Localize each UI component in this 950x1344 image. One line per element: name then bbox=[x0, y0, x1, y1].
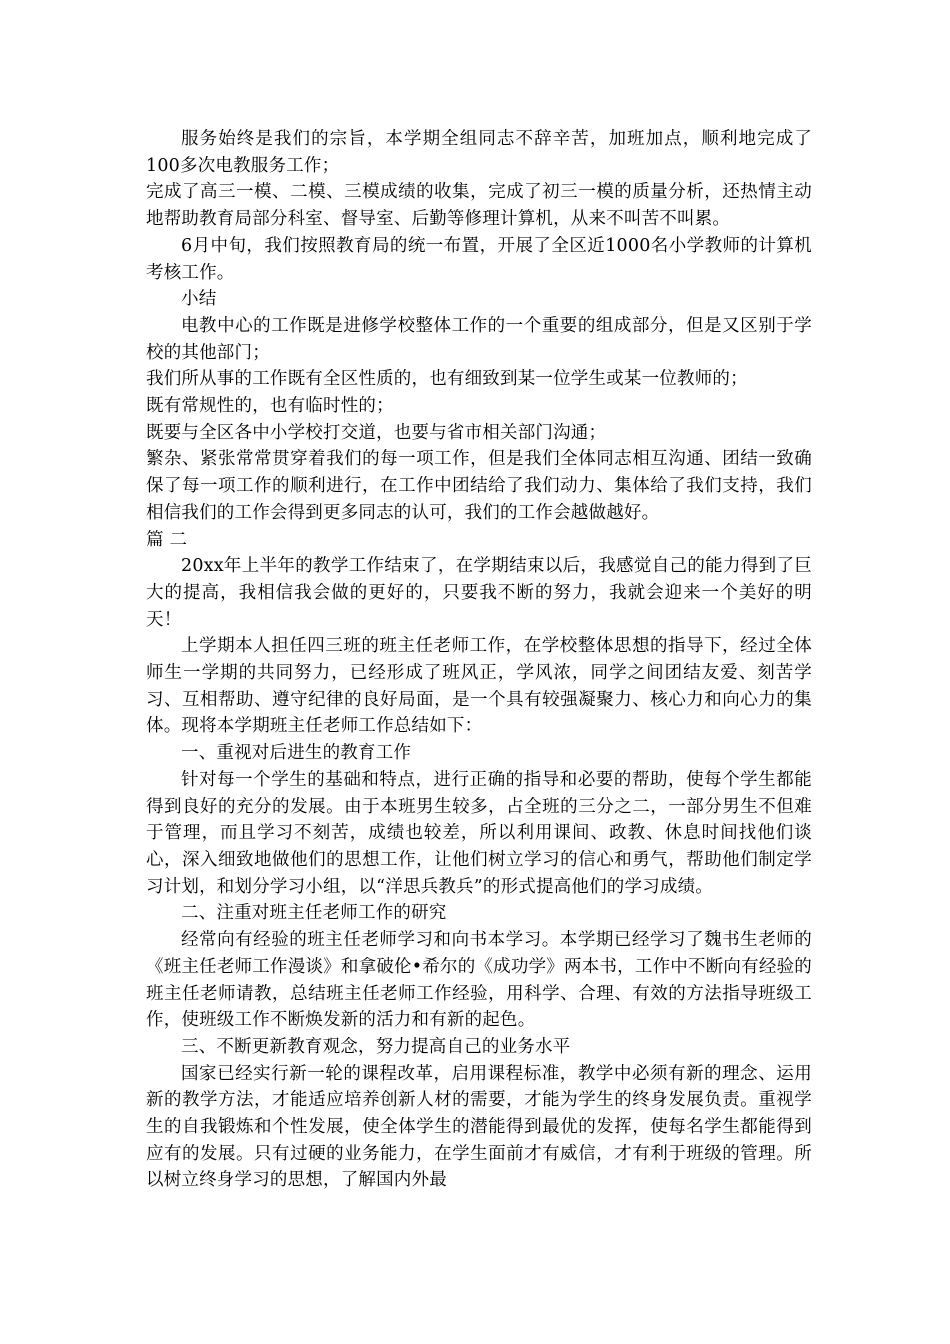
paragraph: 我们所从事的工作既有全区性质的，也有细致到某一位学生或某一位教师的； bbox=[146, 369, 748, 390]
paragraph: 电教中心的工作既是进修学校整体工作的一个重要的组成部分，但是又区别于学校的其他部门； bbox=[146, 315, 812, 363]
paragraph: 上学期本人担任四三班的班主任老师工作，在学校整体思想的指导下，经过全体师生一学期的共同努力，已经形成了班风正，学风浓，同学之间团结友爱、刻苦学习、互相帮助、遵守纪律的良好局面，是一个具有较强凝聚力、核心力和向心力的集体。现将本学期班主任老师工作总结如下： bbox=[146, 636, 812, 737]
document-body bbox=[146, 126, 812, 1194]
paragraph: 6月中旬，我们按照教育局的统一布置，开展了全区近1000名小学教师的计算机考核工作。 bbox=[146, 235, 812, 283]
paragraph: 经常向有经验的班主任老师学习和向书本学习。本学期已经学习了魏书生老师的《班主任老师工作漫谈》和拿破伦•希尔的《成功学》两本书，工作中不断向有经验的班主任老师请教，总结班主任老师工作经验，用科学、合理、有效的方法指导班级工作，使班级工作不断焕发新的活力和有新的起色。 bbox=[146, 930, 812, 1031]
section-heading: 三、不断更新教育观念，努力提高自己的业务水平 bbox=[181, 1036, 571, 1057]
part-heading: 篇 二 bbox=[146, 529, 188, 550]
paragraph: 既有常规性的，也有临时性的； bbox=[146, 396, 394, 417]
section-heading: 小结 bbox=[181, 289, 217, 310]
paragraph: 针对每一个学生的基础和特点，进行正确的指导和必要的帮助，使每个学生都能得到良好的充分的发展。由于本班男生较多，占全班的三分之二，一部分男生不但难于管理，而且学习不刻苦，成绩也较差，所以利用课间、政教、休息时间找他们谈心，深入细致地做他们的思想工作，让他们树立学习的信心和勇气，帮助他们制定学习计划，和划分学习小组，以“洋思兵教兵”的形式提高他们的学习成绩。 bbox=[146, 769, 812, 897]
paragraph: 繁杂、紧张常常贯穿着我们的每一项工作，但是我们全体同志相互沟通、团结一致确保了每一项工作的顺利进行，在工作中团结给了我们动力、集体给了我们支持，我们相信我们的工作会得到更多同志的认可，我们的工作会越做越好。 bbox=[146, 449, 812, 523]
paragraph: 既要与全区各中小学校打交道，也要与省市相关部门沟通； bbox=[146, 422, 607, 443]
section-heading: 二、注重对班主任老师工作的研究 bbox=[181, 903, 447, 924]
paragraph: 服务始终是我们的宗旨，本学期全组同志不辞辛苦，加班加点，顺利地完成了100多次电教服务工作； bbox=[146, 129, 812, 176]
paragraph: 20xx年上半年的教学工作结束了，在学期结束以后，我感觉自己的能力得到了巨大的提高，我相信我会做的更好的，只要我不断的努力，我就会迎来一个美好的明天！ bbox=[146, 556, 812, 630]
section-heading: 一、重视对后进生的教育工作 bbox=[181, 743, 412, 764]
paragraph: 完成了高三一模、二模、三模成绩的收集，完成了初三一模的质量分析，还热情主动地帮助教育局部分科室、督导室、后勤等修理计算机，从来不叫苦不叫累。 bbox=[146, 182, 812, 230]
paragraph: 国家已经实行新一轮的课程改革，启用课程标准，教学中必须有新的理念、运用新的教学方法，才能适应培养创新人材的需要，才能为学生的终身发展负责。重视学生的自我锻炼和个性发展，使全体学生的潜能得到最优的发挥，使每名学生都能得到应有的发展。只有过硬的业务能力，在学生面前才有威信，才有利于班级的管理。所以树立终身学习的思想，了解国内外最 bbox=[146, 1063, 812, 1191]
